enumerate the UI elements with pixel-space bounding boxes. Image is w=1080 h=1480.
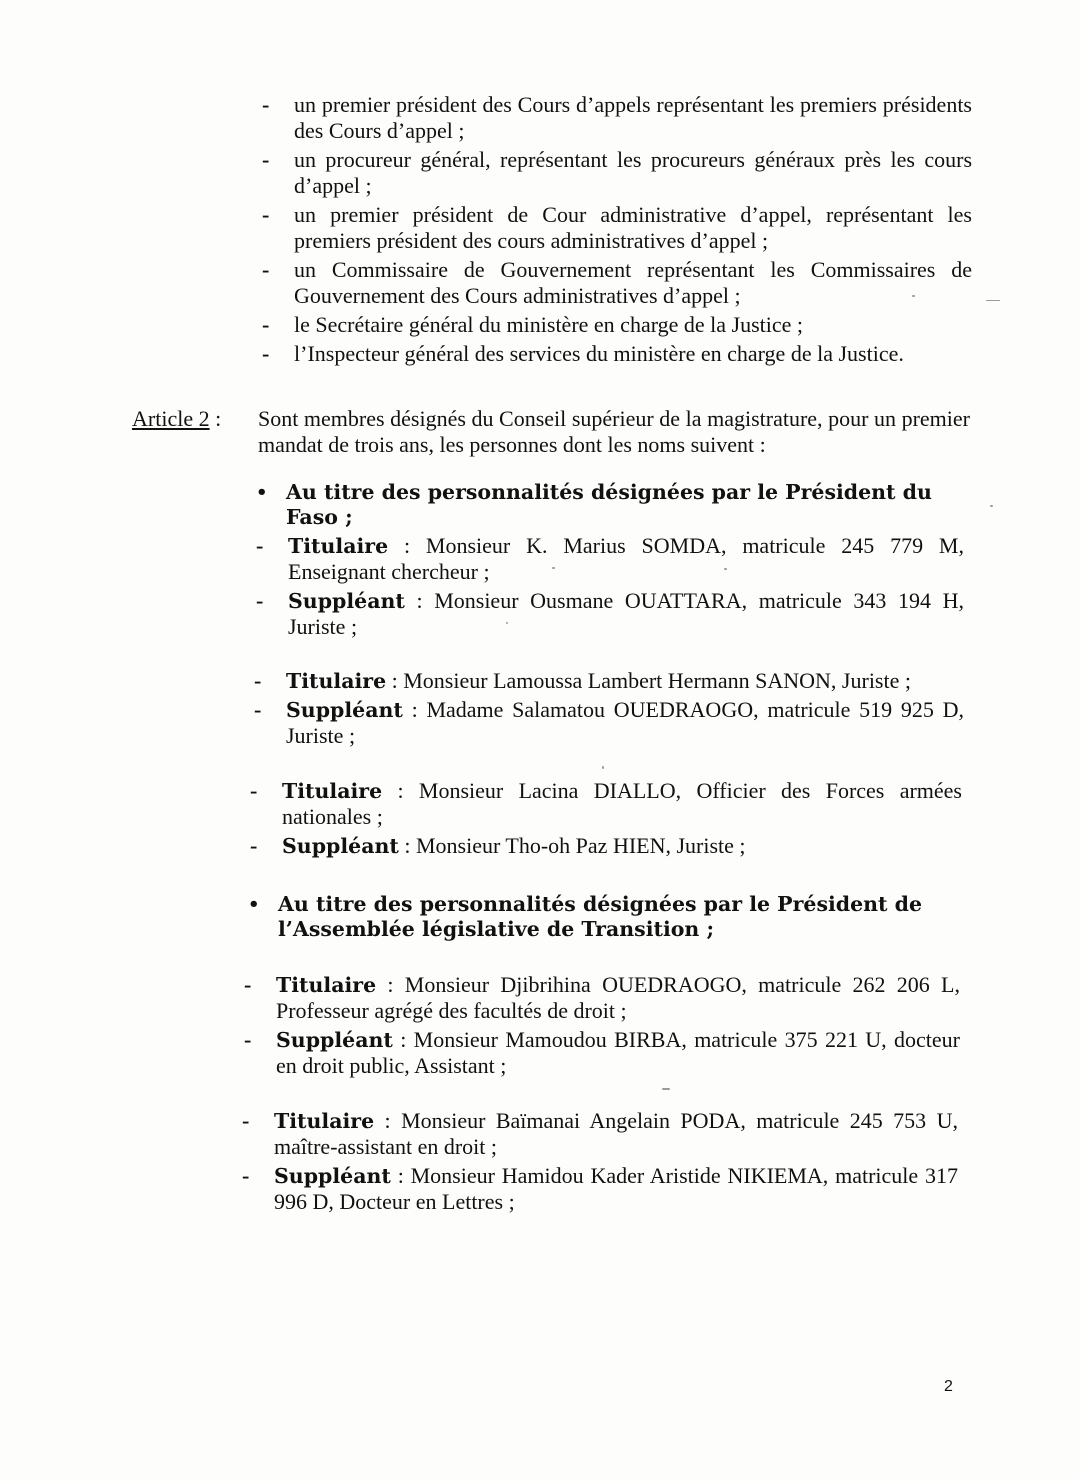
member-details: : Monsieur Lamoussa Lambert Hermann SANON, Juriste ;	[386, 668, 911, 693]
member-entry	[254, 668, 964, 694]
list-item-text: un premier président des Cours d’appels représentant les premiers présidents des Cours d’appel ;	[294, 92, 972, 143]
member-entry	[250, 833, 962, 859]
member-entry	[244, 972, 960, 1024]
member-entry	[242, 1163, 958, 1215]
role-label: Titulaire	[282, 779, 383, 803]
dash-mark: -	[256, 533, 264, 558]
bullet-mark: •	[248, 894, 260, 915]
member-group	[244, 972, 960, 1079]
bullet-item	[248, 892, 960, 942]
member-entry	[242, 1108, 958, 1160]
role-label: Suppléant	[276, 1028, 393, 1052]
role-label: Suppléant	[286, 698, 403, 722]
dash-mark: -	[254, 668, 262, 693]
member-details: : Monsieur Ousmane OUATTARA, matricule 343 194 H, Juriste ;	[288, 588, 964, 639]
dash-mark: -	[262, 92, 270, 117]
member-details: : Monsieur Baïmanai Angelain PODA, matricule 245 753 U, maître-assistant en droit ;	[274, 1108, 958, 1159]
member-group	[256, 533, 964, 640]
member-entry	[250, 778, 962, 830]
scan-speck	[986, 300, 1000, 301]
member-group	[250, 778, 962, 859]
article-number: Article 2	[132, 406, 210, 431]
scan-speck	[990, 505, 993, 507]
bullet-mark: •	[256, 482, 268, 503]
list-item	[262, 92, 972, 144]
member-details: : Monsieur Tho-oh Paz HIEN, Juriste ;	[398, 833, 746, 858]
list-item-text: l’Inspecteur général des services du ministère en charge de la Justice.	[294, 341, 904, 366]
list-item	[262, 341, 972, 367]
dash-mark: -	[262, 257, 270, 282]
section-heading	[256, 480, 976, 530]
dash-mark: -	[262, 341, 270, 366]
member-entry	[256, 588, 964, 640]
article-separator: :	[209, 406, 222, 431]
member-details: : Monsieur Mamoudou BIRBA, matricule 375 221 U, docteur en droit public, Assistant ;	[276, 1027, 960, 1078]
section-heading-text: Au titre des personnalités désignées par le Président de l’Assemblée législative de Transition ;	[278, 892, 923, 941]
bullet-item	[256, 480, 976, 530]
role-label: Titulaire	[274, 1109, 375, 1133]
dash-mark: -	[262, 312, 270, 337]
role-label: Suppléant	[274, 1164, 391, 1188]
list-item-text: un Commissaire de Gouvernement représentant les Commissaires de Gouvernement des Cours administratives d’appel ;	[294, 257, 972, 308]
section-heading-text: Au titre des personnalités désignées par le Président du Faso ;	[286, 480, 932, 529]
member-group	[242, 1108, 958, 1215]
role-label: Titulaire	[288, 534, 389, 558]
member-entry	[254, 697, 964, 749]
list-item	[262, 312, 972, 338]
role-label: Suppléant	[282, 834, 399, 858]
member-details: : Monsieur Hamidou Kader Aristide NIKIEMA, matricule 317 996 D, Docteur en Lettres ;	[274, 1163, 958, 1214]
role-label: Titulaire	[276, 973, 377, 997]
dash-mark: -	[244, 972, 252, 997]
scan-speck	[506, 622, 508, 624]
article-body: Sont membres désignés du Conseil supérieur de la magistrature, pour un premier mandat de trois ans, les personnes dont les noms suivent :	[258, 406, 970, 457]
list-item-text: le Secrétaire général du ministère en charge de la Justice ;	[294, 312, 804, 337]
scan-speck	[602, 766, 604, 769]
scan-speck	[662, 1088, 670, 1090]
member-entry	[256, 533, 964, 585]
scan-speck	[724, 568, 727, 570]
dash-mark: -	[262, 147, 270, 172]
role-label: Suppléant	[288, 589, 405, 613]
member-details: : Monsieur K. Marius SOMDA, matricule 245 779 M, Enseignant chercheur ;	[288, 533, 964, 584]
page-number: 2	[944, 1378, 953, 1395]
dash-mark: -	[250, 833, 258, 858]
member-details: : Madame Salamatou OUEDRAOGO, matricule 519 925 D, Juriste ;	[286, 697, 964, 748]
list-item	[262, 257, 972, 309]
scan-speck	[912, 295, 915, 297]
dash-mark: -	[262, 202, 270, 227]
scan-speck	[552, 567, 555, 569]
list-item-text: un procureur général, représentant les procureurs généraux près les cours d’appel ;	[294, 147, 972, 198]
role-label: Titulaire	[286, 669, 387, 693]
dash-mark: -	[242, 1163, 250, 1188]
article-label	[132, 406, 221, 432]
section-heading	[248, 892, 960, 942]
dash-mark: -	[254, 697, 262, 722]
top-list	[262, 92, 972, 367]
list-item	[262, 147, 972, 199]
list-item-text: un premier président de Cour administrative d’appel, représentant les premiers président des cours administratives d’appel ;	[294, 202, 972, 253]
member-details: : Monsieur Djibrihina OUEDRAOGO, matricule 262 206 L, Professeur agrégé des facultés de droit ;	[276, 972, 960, 1023]
member-entry	[244, 1027, 960, 1079]
member-group	[254, 668, 964, 749]
dash-mark: -	[244, 1027, 252, 1052]
member-details: : Monsieur Lacina DIALLO, Officier des Forces armées nationales ;	[282, 778, 962, 829]
dash-mark: -	[256, 588, 264, 613]
list-item	[262, 202, 972, 254]
dash-mark: -	[242, 1108, 250, 1133]
dash-mark: -	[250, 778, 258, 803]
